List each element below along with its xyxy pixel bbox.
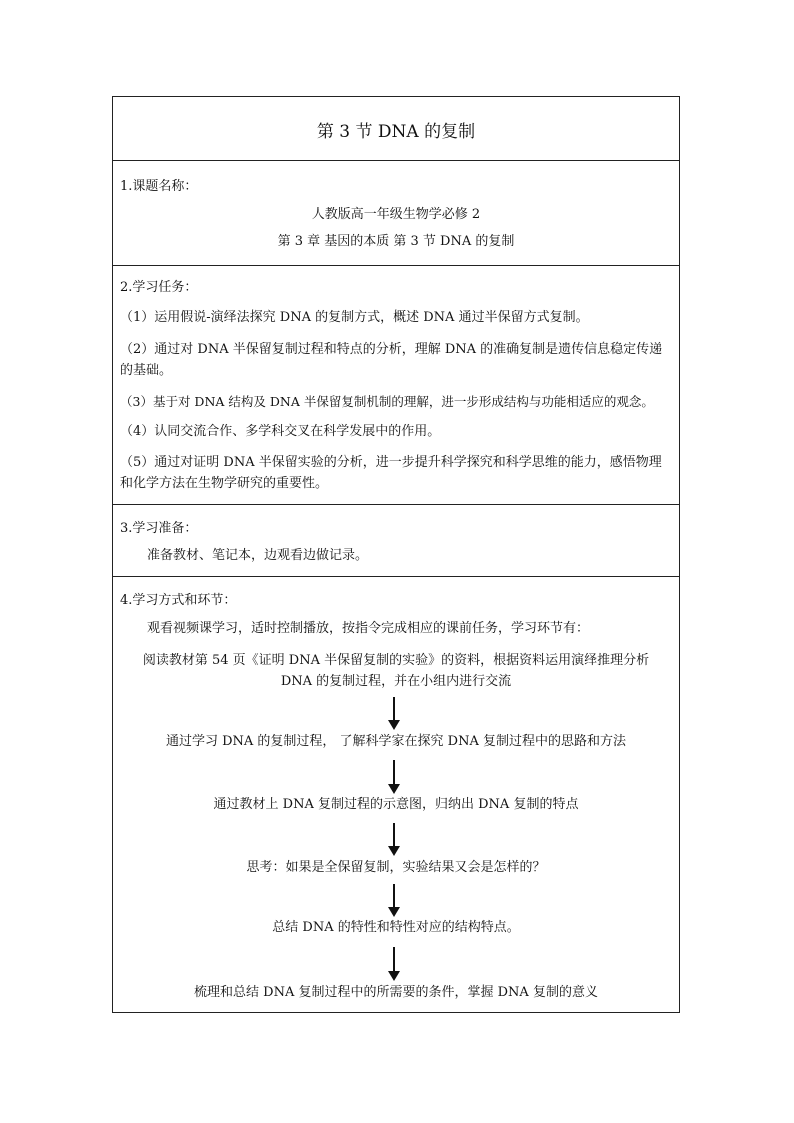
- page-title: 第 3 节 DNA 的复制: [316, 122, 476, 142]
- topic-section: [113, 161, 679, 266]
- flow-arrow-2: [393, 760, 395, 785]
- flow-step-3: 通过教材上 DNA 复制过程的示意图，归纳出 DNA 复制的特点: [213, 797, 579, 812]
- task-item-4: （4）认同交流合作、多学科交叉在科学发展中的作用。: [120, 424, 441, 439]
- tasks-heading: 2.学习任务：: [120, 280, 198, 295]
- methods-heading: 4.学习方式和环节：: [120, 593, 237, 608]
- preparation-section: [113, 505, 679, 577]
- topic-heading: 1.课题名称：: [120, 179, 198, 194]
- topic-course: 人教版高一年级生物学必修 2: [311, 207, 481, 222]
- flow-step-4: 思考：如果是全保留复制，实验结果又会是怎样的？: [246, 860, 546, 875]
- methods-section: [113, 577, 679, 1014]
- title-row: [113, 97, 679, 161]
- task-item-1: （1）运用假说-演绎法探究 DNA 的复制方式，概述 DNA 通过半保留方式复制。: [120, 310, 589, 325]
- flow-arrow-3: [393, 823, 395, 847]
- flow-step-1: 阅读教材第 54 页《证明 DNA 半保留复制的实验》的资料，根据资料运用演绎推理分析 DNA 的复制过程，并在小组内进行交流: [142, 653, 650, 689]
- task-item-5: （5）通过对证明 DNA 半保留实验的分析，进一步提升科学探究和科学思维的能力，感悟物理和化学方法在生物学研究的重要性。: [120, 455, 662, 491]
- flow-step-2: 通过学习 DNA 的复制过程， 了解科学家在探究 DNA 复制过程中的思路和方法: [165, 734, 627, 749]
- flow-step-5: 总结 DNA 的特性和特性对应的结构特点。: [272, 920, 520, 935]
- tasks-section: [113, 266, 679, 505]
- methods-intro: 观看视频课学习，适时控制播放，按指令完成相应的课前任务，学习环节有：: [147, 621, 590, 636]
- lesson-plan-table: [112, 96, 680, 1013]
- flow-arrow-5: [393, 947, 395, 972]
- preparation-text: 准备教材、笔记本，边观看边做记录。: [147, 548, 369, 563]
- flow-step-6: 梳理和总结 DNA 复制过程中的所需要的条件，掌握 DNA 复制的意义: [194, 985, 598, 1000]
- task-item-3: （3）基于对 DNA 结构及 DNA 半保留复制机制的理解，进一步形成结构与功能相适应的观念。: [120, 394, 654, 409]
- flow-arrow-4: [393, 884, 395, 908]
- task-item-2: （2）通过对 DNA 半保留复制过程和特点的分析，理解 DNA 的准确复制是遗传信息稳定传递的基础。: [120, 342, 663, 378]
- topic-chapter: 第 3 章 基因的本质 第 3 节 DNA 的复制: [277, 234, 515, 249]
- preparation-heading: 3.学习准备：: [120, 521, 198, 536]
- flow-arrow-1: [393, 697, 395, 721]
